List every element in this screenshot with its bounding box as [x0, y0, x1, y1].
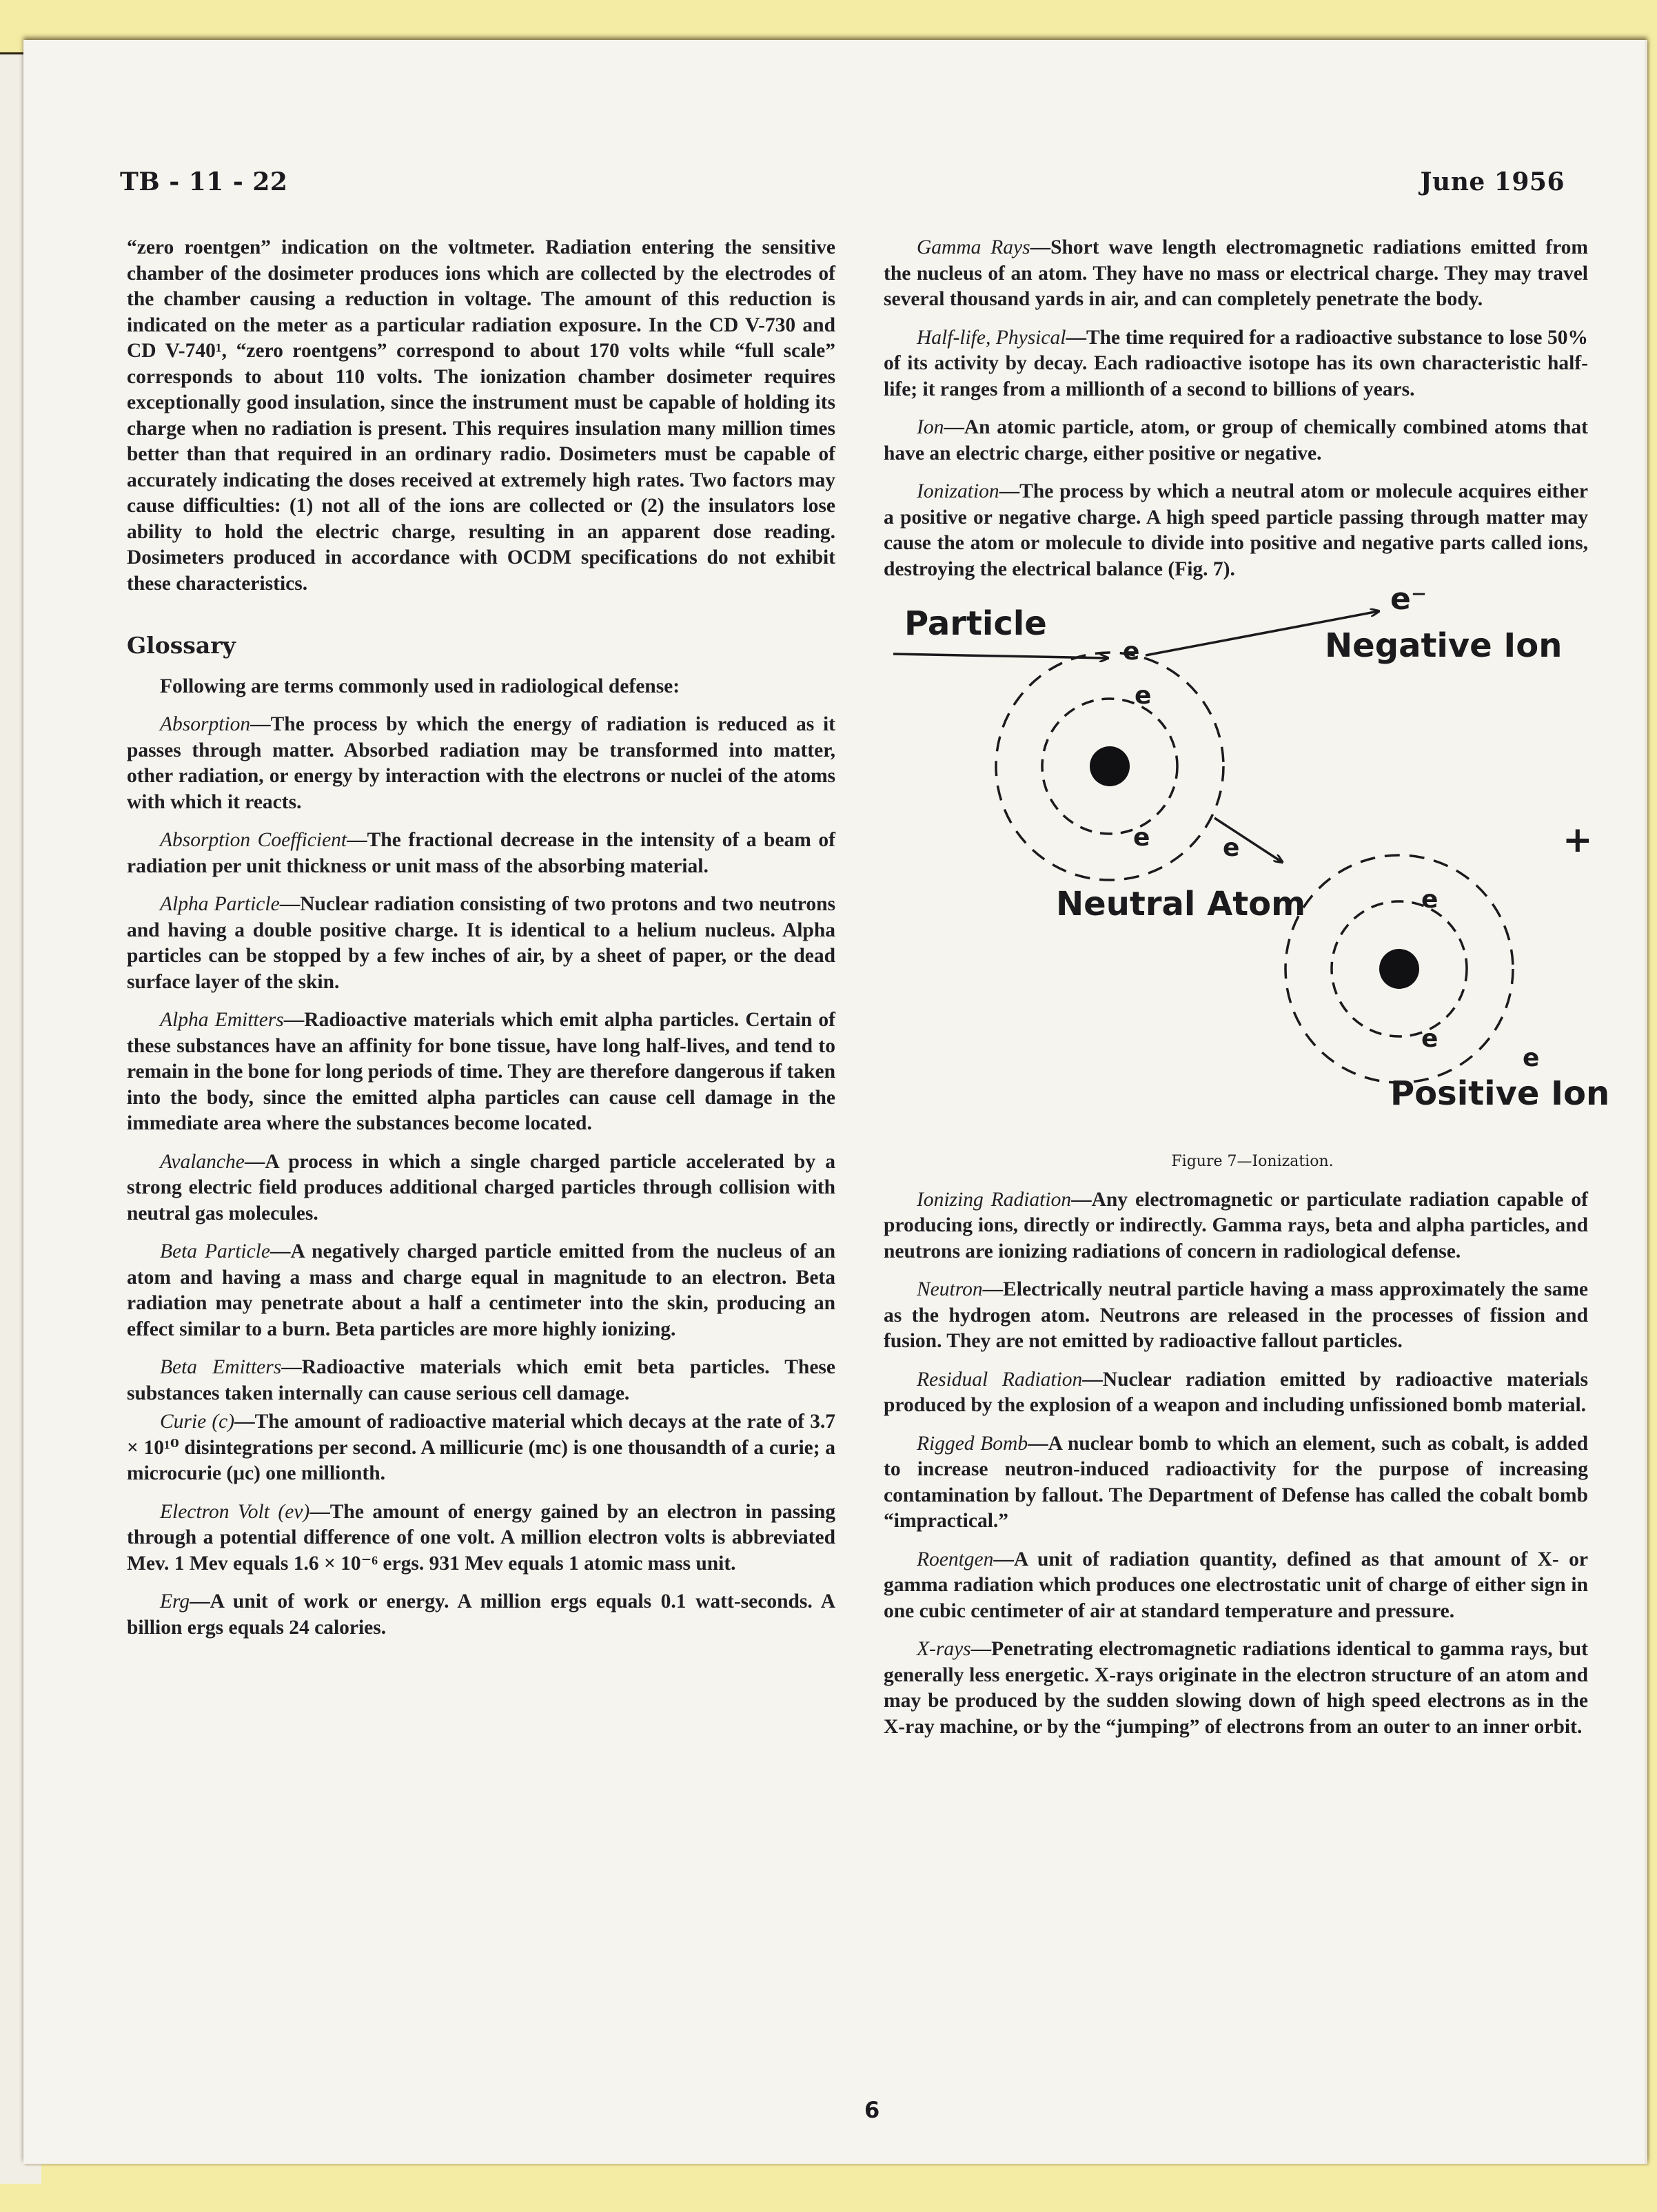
glossary-term: Rigged Bomb	[917, 1432, 1028, 1455]
glossary-term: Erg	[160, 1590, 190, 1612]
glossary-definition: Short wave length electromagnetic radiations emitted from the nucleus of an atom. They have no mass or electrical charge. They may travel several thousand yards in air, and can completely penetrate the body.	[884, 236, 1588, 310]
glossary-entry: Alpha Emitters—Radioactive materials which emit alpha particles. Certain of these substances have an affinity for bone tissue, have long half-lives, and tend to remain in the bone for long periods of time. They are therefore dangerous if taken into the body, since the emitted alpha particles can cause cell damage in the immediate area where the substances become located.	[127, 1009, 835, 1134]
glossary-entry: Ionization—The process by which a neutral atom or molecule acquires either a positive or negative charge. A high speed particle passing through matter may cause the atom or molecule to divide into positive and negative parts called ions, destroying the electrical balance (Fig. 7).	[884, 480, 1588, 580]
page-number: 6	[864, 2097, 880, 2123]
glossary-term: Half-life, Physical	[917, 326, 1066, 349]
glossary-definition: Electrically neutral particle having a mass approximately the same as the hydrogen atom. Neutrons are released in the processes of fission and fusion. They are not emitted by radioactive fallout particles.	[884, 1278, 1588, 1352]
glossary-definition: The fractional decrease in the intensity of a beam of radiation per unit thickness or unit mass of the absorbing material.	[127, 829, 835, 877]
glossary-entry: Erg—A unit of work or energy. A million ergs equals 0.1 watt-seconds. A billion ergs equals 24 calories.	[127, 1590, 835, 1639]
glossary-definition: A process in which a single charged particle accelerated by a strong electric field produces additional charged particles through collision with neutral gas molecules.	[127, 1150, 835, 1225]
positive-ion-label: Positive Ion	[1390, 1074, 1610, 1113]
positive-charge-sign: +	[1563, 819, 1593, 861]
glossary-entry: Neutron—Electrically neutral particle having a mass approximately the same as the hydrogen atom. Neutrons are released in the processes of fission and fusion. They are not emitted by radioactive fallout particles.	[884, 1278, 1588, 1352]
glossary-heading: Glossary	[127, 632, 236, 659]
glossary-entry: Curie (c)—The amount of radioactive material which decays at the rate of 3.7 × 10¹⁰ disintegrations per second. A millicurie (mc) is one thousandth of a curie; a microcurie (μc) one millionth.	[127, 1411, 835, 1484]
glossary-term: Beta Emitters	[160, 1356, 282, 1378]
glossary-definition: Nuclear radiation consisting of two protons and two neutrons and having a double positive charge. It is identical to a helium nucleus. Alpha particles can be stopped by a few inches of air, by a sheet of paper, or the dead surface layer of the skin.	[127, 893, 836, 993]
glossary-definition: Radioactive materials which emit beta particles. These substances taken internally can cause serious cell damage.	[127, 1356, 835, 1404]
glossary-definition: Penetrating electromagnetic radiations identical to gamma rays, but generally less energetic. X-rays originate in the electron structure of an atom and may be produced by the sudden slowing down of high speed electrons as in the X-ray machine, or by the “jumping” of electrons from an outer to an inner orbit.	[884, 1638, 1588, 1738]
glossary-term: Roentgen	[917, 1548, 994, 1570]
document-date: June 1956	[1420, 167, 1565, 196]
glossary-term: Residual Radiation	[917, 1368, 1083, 1391]
glossary-entry: Ion—An atomic particle, atom, or group of chemically combined atoms that have an electric charge, either positive or negative.	[884, 416, 1588, 464]
glossary-entry: Half-life, Physical—The time required for a radioactive substance to lose 50% of its activity by decay. Each radioactive isotope has its own characteristic half-life; it ranges from a millionth of a second to billions of years.	[884, 326, 1589, 400]
figure-caption: Figure 7—Ionization.	[1171, 1153, 1334, 1170]
glossary-term: Absorption	[160, 713, 251, 735]
glossary-definition: A unit of work or energy. A million ergs equals 0.1 watt-seconds. A billion ergs equals 24 calories.	[127, 1590, 835, 1639]
glossary-entry: Alpha Particle—Nuclear radiation consisting of two protons and two neutrons and having a double positive charge. It is identical to a helium nucleus. Alpha particles can be stopped by a few inches of air, by a sheet of paper, or the dead surface layer of the skin.	[127, 893, 836, 993]
glossary-entry: Absorption Coefficient—The fractional decrease in the intensity of a beam of radiation per unit thickness or unit mass of the absorbing material.	[127, 829, 835, 877]
neutral-atom-nucleus	[1090, 746, 1130, 786]
glossary-definition: Nuclear radiation emitted by radioactive materials produced by the explosion of a weapon and including unfissioned bomb material.	[884, 1368, 1588, 1416]
glossary-entry: Ionizing Radiation—Any electromagnetic or particulate radiation capable of producing ions, directly or indirectly. Gamma rays, beta and alpha particles, and neutrons are ionizing radiations of concern in radiological defense.	[884, 1188, 1588, 1262]
glossary-intro: Following are terms commonly used in radiological defense:	[160, 675, 680, 697]
glossary-entry: Absorption—The process by which the energy of radiation is reduced as it passes through matter. Absorbed radiation may be transformed into matter, other radiation, or energy by interaction with the electrons or nuclei of the atoms with which it reacts.	[127, 713, 835, 813]
glossary-entry: Gamma Rays—Short wave length electromagnetic radiations emitted from the nucleus of an atom. They have no mass or electrical charge. They may travel several thousand yards in air, and can completely penetrate the body.	[884, 236, 1588, 310]
electron-label: e	[1523, 1044, 1540, 1072]
particle-label: Particle	[904, 604, 1047, 643]
glossary-term: Beta Particle	[160, 1240, 270, 1262]
glossary-entry: Beta Particle—A negatively charged particle emitted from the nucleus of an atom and having a mass and charge equal in magnitude to an electron. Beta radiation may penetrate about a half a centimeter into the skin, producing an effect similar to a burn. Beta particles are more highly ionizing.	[127, 1240, 835, 1340]
glossary-term: Absorption Coefficient	[160, 829, 347, 851]
glossary-definition: A nuclear bomb to which an element, such as cobalt, is added to increase neutron-induced radioactivity for the purpose of increasing contamination by fallout. The Department of Defense has called the cobalt bomb “impractical.”	[884, 1432, 1588, 1532]
glossary-definition: The process by which the energy of radiation is reduced as it passes through matter. Absorbed radiation may be transformed into matter, other radiation, or energy by interaction with the electrons or nuclei of the atoms with which it reacts.	[127, 713, 835, 813]
glossary-term: Gamma Rays	[917, 236, 1030, 258]
electron-label: e	[1421, 1025, 1439, 1053]
glossary-term: Alpha Particle	[160, 893, 280, 915]
document-page	[23, 40, 1647, 2164]
neutral-atom-label: Neutral Atom	[1056, 885, 1306, 923]
electron-label: e	[1135, 682, 1152, 710]
glossary-entry: Electron Volt (ev)—The amount of energy gained by an electron in passing through a potential difference of one volt. A million electron volts is abbreviated Mev. 1 Mev equals 1.6 × 10⁻⁶ ergs. 931 Mev equals 1 atomic mass unit.	[127, 1500, 835, 1575]
electron-label: e	[1421, 885, 1439, 914]
glossary-term: Electron Volt (ev)	[160, 1500, 310, 1523]
ejected-electron-label: e⁻	[1390, 582, 1427, 617]
glossary-term: Curie (c)	[160, 1411, 235, 1433]
intro-paragraph: “zero roentgen” indication on the voltmeter. Radiation entering the sensitive chamber of the dosimeter produces ions which are collected by the electrodes of the chamber causing a reduction in voltage. The amount of this reduction is indicated on the meter as a particular radiation exposure. In the CD V-730 and CD V-740¹, “zero roentgens” correspond to about 170 volts while “full scale” corresponds to about 110 volts. The ionization chamber dosimeter requires exceptionally good insulation, since the instrument must be capable of holding its charge when no radiation is present. This requires insulation many million times better than that required in an ordinary radio. Dosimeters must be capable of accurately indicating the doses received at extremely high rates. Two factors may cause difficulties: (1) not all of the ions are collected or (2) the insulators lose ability to hold the electric charge, resulting in an apparent dose reading. Dosimeters produced in accordance with OCDM specifications do not exhibit these characteristics.	[127, 236, 835, 595]
glossary-definition: A negatively charged particle emitted from the nucleus of an atom and having a mass and charge equal in magnitude to an electron. Beta radiation may penetrate about a half a centimeter into the skin, producing an effect similar to a burn. Beta particles are more highly ionizing.	[127, 1240, 835, 1340]
document-id: TB - 11 - 22	[120, 167, 288, 196]
glossary-term: Ion	[917, 416, 944, 438]
glossary-entry: Avalanche—A process in which a single charged particle accelerated by a strong electric field produces additional charged particles through collision with neutral gas molecules.	[127, 1150, 835, 1225]
negative-ion-label: Negative Ion	[1325, 626, 1563, 665]
left-column	[127, 235, 835, 1653]
electron-label: e	[1123, 637, 1140, 666]
glossary-entry: Beta Emitters—Radioactive materials which emit beta particles. These substances taken internally can cause serious cell damage.	[127, 1356, 835, 1404]
glossary-definition: The amount of radioactive material which decays at the rate of 3.7 × 10¹⁰ disintegrations per second. A millicurie (mc) is one thousandth of a curie; a microcurie (μc) one millionth.	[127, 1411, 835, 1484]
ionization-figure	[884, 582, 1610, 1143]
glossary-definition: An atomic particle, atom, or group of chemically combined atoms that have an electric charge, either positive or negative.	[884, 416, 1588, 464]
right-column	[884, 235, 1610, 1752]
glossary-term: Neutron	[917, 1278, 983, 1300]
glossary-definition: A unit of radiation quantity, defined as that amount of X- or gamma radiation which produces one electrostatic unit of charge of either sign in one cubic centimeter of air at standard temperature and pressure.	[884, 1548, 1588, 1622]
glossary-term: X-rays	[917, 1638, 971, 1660]
glossary-term: Ionizing Radiation	[917, 1188, 1072, 1211]
glossary-definition: The amount of energy gained by an electron in passing through a potential difference of one volt. A million electron volts is abbreviated Mev. 1 Mev equals 1.6 × 10⁻⁶ ergs. 931 Mev equals 1 atomic mass unit.	[127, 1500, 835, 1575]
glossary-term: Alpha Emitters	[160, 1009, 284, 1031]
electron-label: e	[1133, 823, 1150, 852]
glossary-entry: X-rays—Penetrating electromagnetic radiations identical to gamma rays, but generally less energetic. X-rays originate in the electron structure of an atom and may be produced by the sudden slowing down of high speed electrons as in the X-ray machine, or by the “jumping” of electrons from an outer to an inner orbit.	[884, 1638, 1588, 1738]
glossary-definition: Any electromagnetic or particulate radiation capable of producing ions, directly or indirectly. Gamma rays, beta and alpha particles, and neutrons are ionizing radiations of concern in radiological defense.	[884, 1188, 1588, 1262]
glossary-term: Avalanche	[160, 1150, 245, 1173]
glossary-entry: Rigged Bomb—A nuclear bomb to which an element, such as cobalt, is added to increase neutron-induced radioactivity for the purpose of increasing contamination by fallout. The Department of Defense has called the cobalt bomb “impractical.”	[884, 1432, 1588, 1532]
glossary-term: Ionization	[917, 480, 999, 502]
glossary-entry: Roentgen—A unit of radiation quantity, defined as that amount of X- or gamma radiation which produces one electrostatic unit of charge of either sign in one cubic centimeter of air at standard temperature and pressure.	[884, 1548, 1588, 1622]
positive-ion-nucleus	[1379, 949, 1419, 989]
glossary-definition: Radioactive materials which emit alpha particles. Certain of these substances have an affinity for bone tissue, have long half-lives, and tend to remain in the bone for long periods of time. They are therefore dangerous if taken into the body, since the emitted alpha particles can cause cell damage in the immediate area where the substances become located.	[127, 1009, 835, 1134]
glossary-definition: The time required for a radioactive substance to lose 50% of its activity by decay. Each radioactive isotope has its own characteristic half-life; it ranges from a millionth of a second to billions of years.	[884, 326, 1589, 400]
glossary-entry: Residual Radiation—Nuclear radiation emitted by radioactive materials produced by the explosion of a weapon and including unfissioned bomb material.	[884, 1368, 1588, 1416]
ionization-diagram	[884, 606, 1588, 1143]
electron-label: e	[1223, 834, 1240, 862]
page-edge	[1645, 40, 1647, 2164]
glossary-definition: The process by which a neutral atom or molecule acquires either a positive or negative charge. A high speed particle passing through matter may cause the atom or molecule to divide into positive and negative parts called ions, destroying the electrical balance (Fig. 7).	[884, 480, 1588, 580]
